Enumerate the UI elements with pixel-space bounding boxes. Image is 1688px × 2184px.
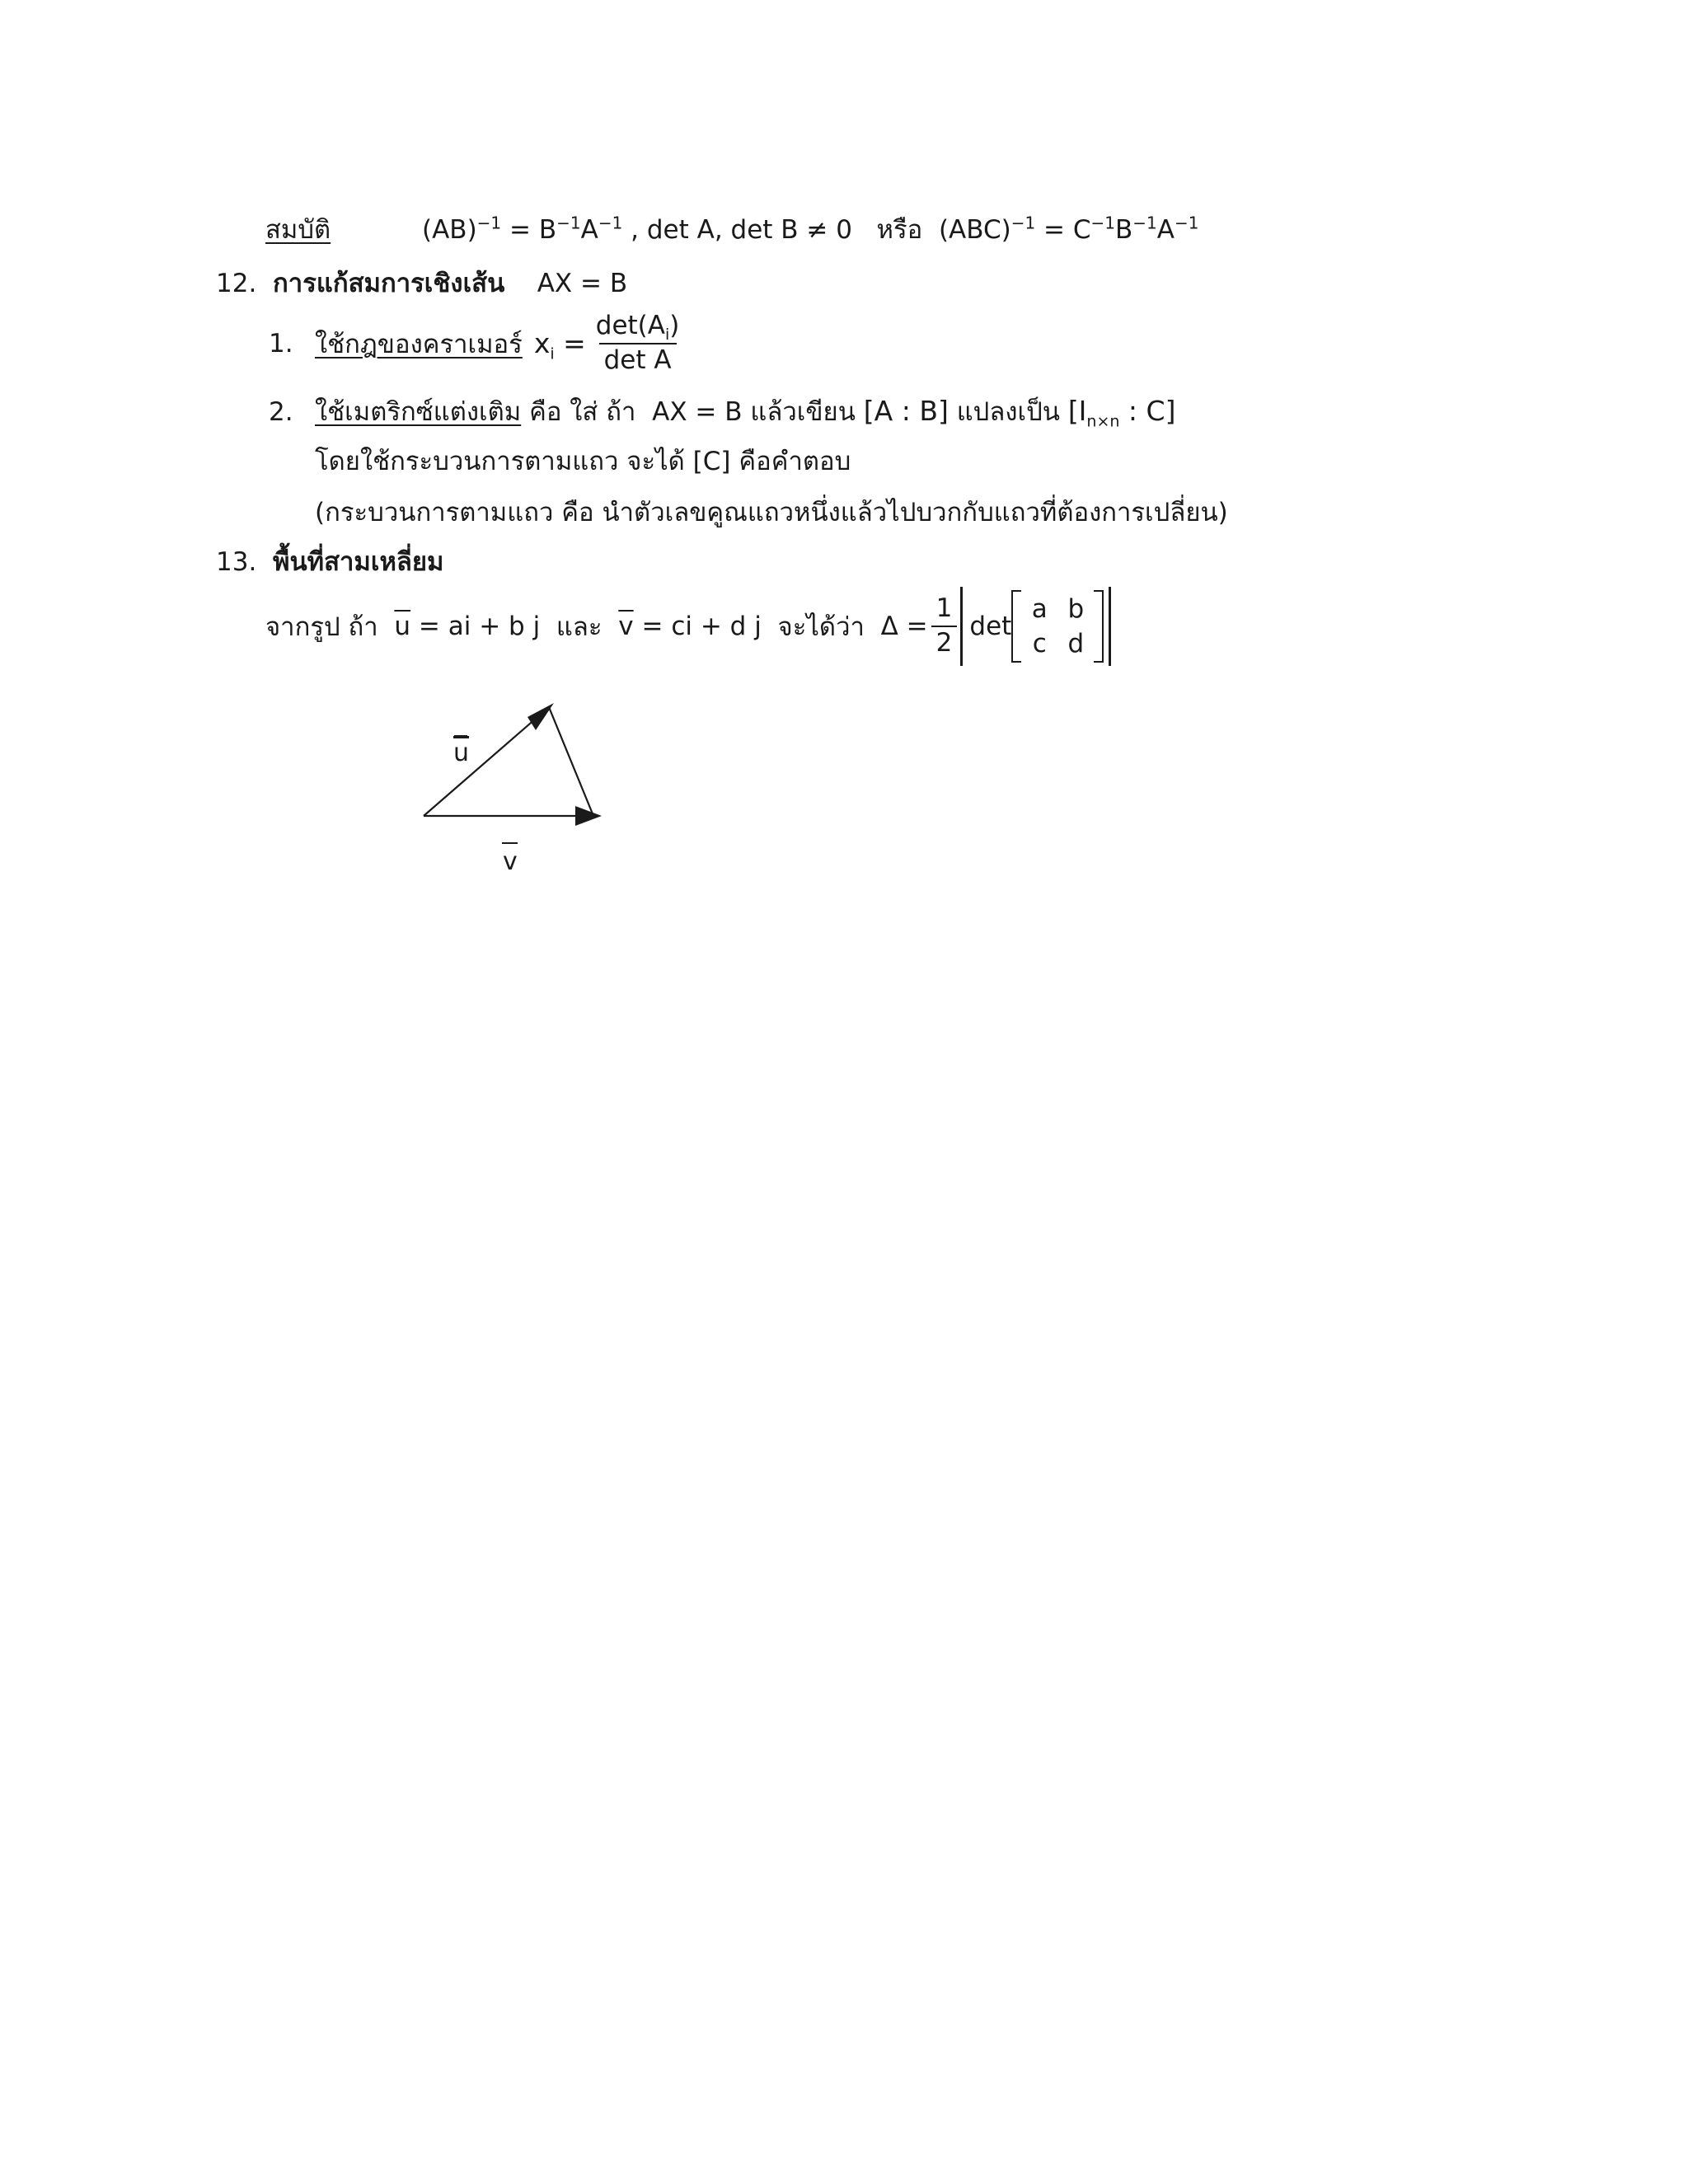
item-2-text2: แล้วเขียน (750, 397, 856, 427)
det-condition: , det A, det B ≠ 0 (622, 215, 852, 245)
item-1-number: 1. (269, 328, 293, 359)
cramer-fraction (591, 312, 685, 375)
v-vector: $\overline{v}$ (618, 612, 634, 641)
abs-bar-left (960, 587, 963, 666)
abc-inverse-lhs: (ABC) (938, 215, 1011, 245)
item-2-number: 2. (269, 397, 293, 427)
item-1-label: ใช้กฎของคราเมอร์ (315, 329, 523, 359)
u-definition (394, 612, 540, 641)
property-formula (422, 209, 1198, 250)
cramer-x: x (533, 327, 551, 360)
property-label: สมบัติ (265, 215, 331, 245)
cramer-numerator (591, 312, 685, 343)
cramer-num-close: ) (669, 311, 680, 340)
cramer-lhs (533, 327, 586, 363)
exp-3: −1 (598, 213, 623, 233)
item-2 (269, 391, 1175, 432)
and-word: และ (556, 612, 603, 642)
item-2-text1: คือ ใส่ ถ้า (529, 397, 636, 427)
triangle-area-formula (265, 587, 1111, 666)
cramer-num-text: det(A (595, 311, 665, 340)
section-12-number: 12. (216, 269, 257, 298)
target-sub: n×n (1086, 412, 1120, 431)
section-12-title: การแก้สมการเชิงเส้น (273, 269, 505, 298)
exp-1: −1 (476, 213, 502, 233)
target-close: : C] (1119, 395, 1176, 427)
cramer-denominator: det A (599, 343, 677, 376)
a-term: A (580, 215, 598, 245)
delta-eq: Δ = (880, 612, 928, 641)
det-word: det (969, 612, 1012, 641)
u-vector: $\overline{u}$ (394, 612, 411, 641)
item-2-label: ใช้เมตริกซ์แต่งเติม (315, 397, 522, 427)
abs-bar-right (1109, 587, 1111, 666)
triangle-figure (404, 692, 618, 890)
u-label: u (453, 738, 470, 767)
third-side-line (549, 707, 593, 816)
matrix-a: a (1031, 594, 1048, 624)
cramer-eq: = (554, 327, 586, 360)
u-vector-line (424, 707, 549, 816)
item-1 (269, 312, 684, 375)
eq-b: = B (501, 215, 557, 245)
item-2-eq: AX = B (652, 397, 743, 427)
property-line (265, 209, 331, 250)
cramer-x-sub: i (550, 344, 555, 363)
section-12-heading (216, 262, 627, 303)
section-12-equation: AX = B (537, 269, 628, 298)
matrix-b: b (1067, 594, 1085, 624)
matrix-2x2 (1021, 592, 1094, 661)
exp-4: −1 (1010, 213, 1036, 233)
target-open: [I (1067, 395, 1087, 427)
triangle-lines (424, 707, 593, 816)
section-13-title: พื้นที่สามเหลี่ยม (273, 547, 444, 577)
cramer-num-sub: i (664, 326, 670, 344)
or-word: หรือ (876, 215, 923, 245)
matrix-d: d (1067, 629, 1085, 658)
section-13-number: 13. (216, 547, 257, 577)
v-arrowhead (575, 806, 602, 826)
matrix-bracket-left (1011, 590, 1021, 663)
half-den: 2 (931, 626, 958, 658)
eq-c: = C (1035, 215, 1091, 245)
v-label: v (503, 847, 518, 876)
v-rhs: = ci + d j (633, 612, 762, 641)
u-rhs: = ai + b j (410, 612, 541, 641)
ab-inverse-lhs: (AB) (422, 215, 477, 245)
exp-2: −1 (556, 213, 581, 233)
half-num: 1 (935, 593, 953, 624)
exp-6: −1 (1132, 213, 1157, 233)
matrix-c: c (1032, 629, 1047, 658)
from-figure-text: จากรูป ถ้า (265, 612, 378, 642)
item-2-line3: (กระบวนการตามแถว คือ นำตัวเลขคูณแถวหนึ่งแล้วไปบวกกับแถวที่ต้องการเปลี่ยน) (315, 498, 1228, 527)
augmented-matrix: [A : B] (863, 395, 949, 427)
b-term: B (1115, 215, 1133, 245)
exp-7: −1 (1175, 213, 1199, 233)
a-term-2: A (1156, 215, 1175, 245)
exp-5: −1 (1090, 213, 1116, 233)
v-definition (618, 612, 762, 641)
then-word: จะได้ว่า (777, 612, 865, 642)
u-arrowhead (528, 703, 554, 730)
item-2-line2: โดยใช้กระบวนการตามแถว จะได้ [C] คือคำตอบ (315, 447, 851, 476)
half-fraction (931, 594, 958, 658)
section-13-heading (216, 541, 443, 582)
target-matrix (1067, 395, 1176, 431)
matrix-bracket-right (1094, 590, 1104, 663)
item-2-text3: แปลงเป็น (956, 397, 1060, 427)
